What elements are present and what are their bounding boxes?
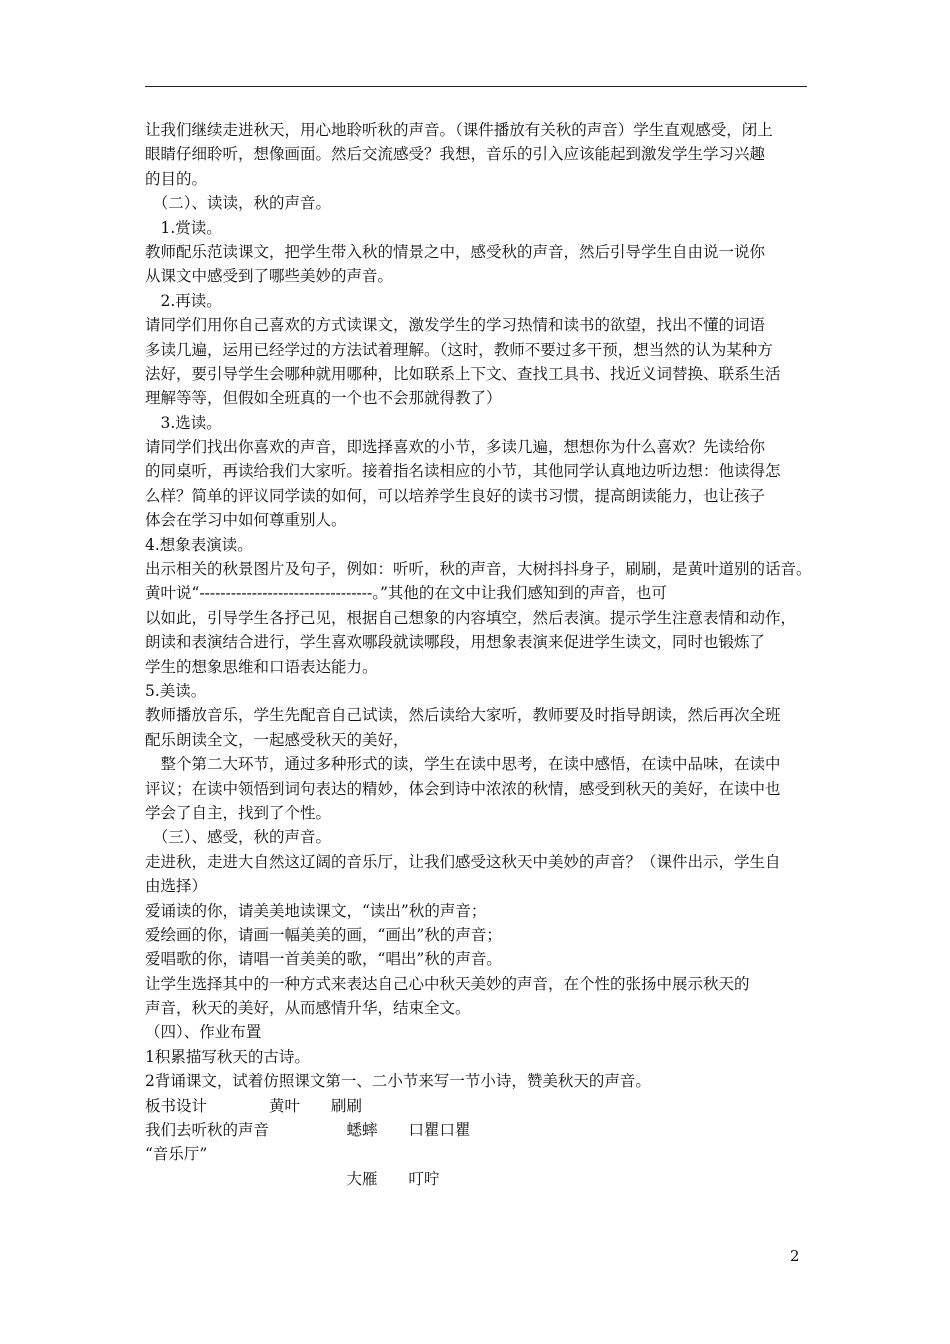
text-line: 3.选读。 <box>145 413 222 432</box>
text-line: 的同桌听，再读给我们大家听。接着指名读相应的小节，其他同学认真地边听边想：他读得怎 <box>145 462 781 481</box>
text-line: 让学生选择其中的一种方式来表达自己心中秋天美妙的声音，在个性的张扬中展示秋天的 <box>145 974 750 993</box>
text-line: 2.再读。 <box>145 291 222 310</box>
text-line: 我们去听秋的声音 蟋蟀 口瞿口瞿 <box>145 1121 471 1140</box>
text-line: 出示相关的秋景图片及句子，例如：听听，秋的声音，大树抖抖身子，刷刷，是黄叶道别的话音。 <box>145 560 812 579</box>
text-line: 法好，要引导学生会哪种就用哪种，比如联系上下文、查找工具书、找近义词替换、联系生活 <box>145 364 781 383</box>
text-line: 爱绘画的你，请画一幅美美的画，“画出”秋的声音； <box>145 925 502 944</box>
text-line: 黄叶说“---------------------------------。”其他的在文中让我们感知到的声音，也可 <box>145 584 667 603</box>
text-line: 由选择） <box>145 877 208 896</box>
header-rule <box>145 86 807 87</box>
text-line: 4.想象表演读。 <box>145 535 253 554</box>
text-line: 教师配乐范读课文，把学生带入秋的情景之中，感受秋的声音，然后引导学生自由说一说你 <box>145 242 766 261</box>
text-line: 配乐朗读全文，一起感受秋天的美好， <box>145 730 409 749</box>
text-line: 体会在学习中如何尊重别人。 <box>145 511 347 530</box>
text-line: 5.美读。 <box>145 681 207 700</box>
text-line: 板书设计 黄叶 刷刷 <box>145 1096 363 1115</box>
text-line: 爱唱歌的你，请唱一首美美的歌，“唱出”秋的声音。 <box>145 950 502 969</box>
text-line: 眼睛仔细聆听，想像画面。然后交流感受？我想，音乐的引入应该能起到激发学生学习兴趣 <box>145 145 766 164</box>
page-number: 2 <box>790 1247 800 1265</box>
text-line: 从课文中感受到了哪些美妙的声音。 <box>145 267 394 286</box>
text-line: 1.赏读。 <box>145 218 222 237</box>
text-line: 朗读和表演结合进行，学生喜欢哪段就读哪段，用想象表演来促进学生读文，同时也锻炼了 <box>145 633 766 652</box>
text-line: 整个第二大环节，通过多种形式的读，学生在读中思考，在读中感悟，在读中品味，在读中 <box>145 755 781 774</box>
text-line: 的目的。 <box>145 169 208 188</box>
text-line: 学生的想象思维和口语表达能力。 <box>145 657 378 676</box>
text-line: 学会了自主，找到了个性。 <box>145 803 332 822</box>
text-line: 声音，秋天的美好，从而感情升华，结束全文。 <box>145 999 471 1018</box>
text-line: 请同学们找出你喜欢的声音，即选择喜欢的小节，多读几遍，想想你为什么喜欢？先读给你 <box>145 438 766 457</box>
text-line: （三）、感受，秋的声音。 <box>145 828 332 847</box>
text-line: 理解等等，但假如全班真的一个也不会那就得教了） <box>145 389 502 408</box>
text-line: 以如此，引导学生各抒己见，根据自己想象的内容填空，然后表演。提示学生注意表情和动作， <box>145 608 797 627</box>
text-line: 让我们继续走进秋天，用心地聆听秋的声音。（课件播放有关秋的声音）学生直观感受，闭上 <box>145 121 773 139</box>
text-line: 走进秋，走进大自然这辽阔的音乐厅，让我们感受这秋天中美妙的声音？（课件出示，学生自 <box>145 852 781 871</box>
text-line: 1积累描写秋天的古诗。 <box>145 1047 310 1066</box>
text-line: （二）、读读，秋的声音。 <box>145 194 332 213</box>
text-line: 教师播放音乐，学生先配音自己试读，然后读给大家听，教师要及时指导朗读，然后再次全班 <box>145 706 781 725</box>
text-line: 多读几遍，运用已经学过的方法试着理解。（这时，教师不要过多干预，想当然的认为某种方 <box>145 340 773 359</box>
text-line: 请同学们用你自己喜欢的方式读课文，激发学生的学习热情和读书的欲望，找出不懂的词语 <box>145 316 766 335</box>
text-line: 2背诵课文，试着仿照课文第一、二小节来写一节小诗，赞美秋天的声音。 <box>145 1072 651 1091</box>
text-line: 评议；在读中领悟到词句表达的精妙，体会到诗中浓浓的秋情，感受到秋天的美好，在读中也 <box>145 779 781 798</box>
document-body <box>145 118 812 1191</box>
text-line: 大雁 叮咛 <box>145 1169 440 1188</box>
text-line: （四）、作业布置 <box>145 1023 262 1042</box>
text-line: 爱诵读的你，请美美地读课文，“读出”秋的声音； <box>145 901 487 920</box>
text-line: 么样？简单的评议同学读的如何，可以培养学生良好的读书习惯，提高朗读能力，也让孩子 <box>145 486 766 505</box>
text-line: “音乐厅” <box>145 1145 208 1164</box>
